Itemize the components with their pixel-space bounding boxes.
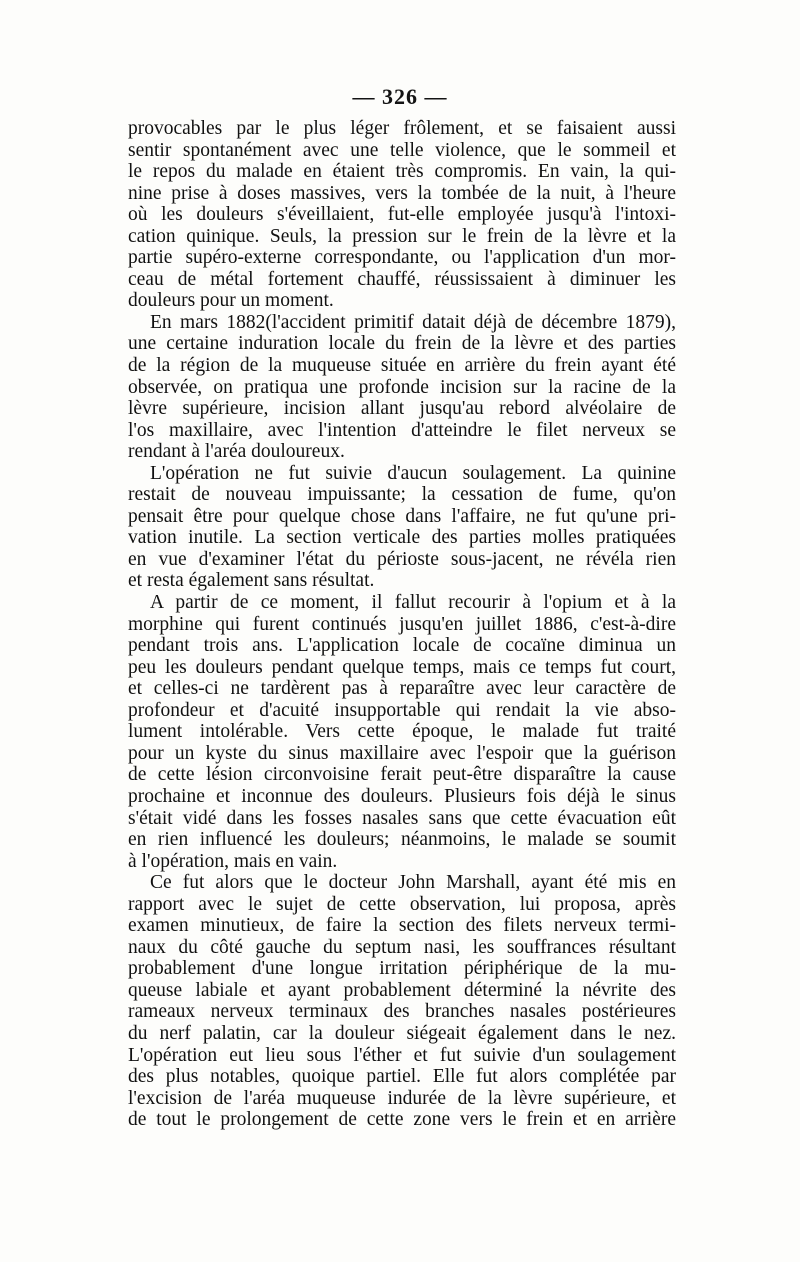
text-line: A partir de ce moment, il fallut recourir à l'opium et à la	[150, 592, 676, 614]
text-line: vation inutile. La section verticale des parties molles pratiquées	[128, 527, 676, 549]
text-line: en rien influencé les douleurs; néanmoins, le malade se soumit	[128, 829, 676, 851]
text-line: rameaux nerveux terminaux des branches nasales postérieures	[128, 1001, 676, 1023]
paragraph	[128, 118, 676, 312]
text-line: lèvre supérieure, incision allant jusqu'au rebord alvéolaire de	[128, 398, 676, 420]
text-line: pendant trois ans. L'application locale de cocaïne diminua un	[128, 635, 676, 657]
text-line: observée, on pratiqua une profonde incision sur la racine de la	[128, 376, 676, 398]
text-line: pour un kyste du sinus maxillaire avec l'espoir que la guérison	[128, 742, 676, 764]
text-line: ceau de métal fortement chauffé, réussissaient à diminuer les	[128, 268, 676, 290]
text-line: le repos du malade en étaient très compromis. En vain, la qui-	[128, 161, 676, 183]
text-line: L'opération ne fut suivie d'aucun soulagement. La quinine	[150, 462, 676, 484]
text-line: rapport avec le sujet de cette observation, lui proposa, après	[128, 893, 676, 915]
text-line: En mars 1882(l'accident primitif datait déjà de décembre 1879),	[150, 311, 676, 333]
text-line: où les douleurs s'éveillaient, fut-elle employée jusqu'à l'intoxi-	[128, 204, 676, 226]
text-line: du nerf palatin, car la douleur siégeait également dans le nez.	[128, 1022, 676, 1044]
paragraph	[128, 872, 676, 1131]
text-line: naux du côté gauche du septum nasi, les souffrances résultant	[128, 936, 676, 958]
text-line: de la région de la muqueuse située en arrière du frein ayant été	[128, 355, 676, 377]
text-line: pensait être pour quelque chose dans l'affaire, ne fut qu'une pri-	[128, 505, 676, 527]
text-line: et resta également sans résultat.	[128, 570, 375, 592]
text-line: l'excision de l'aréa muqueuse indurée de la lèvre supérieure, et	[128, 1087, 676, 1109]
text-line: douleurs pour un moment.	[128, 290, 334, 312]
text-line: L'opération eut lieu sous l'éther et fut suivie d'un soulagement	[128, 1044, 676, 1066]
text-line: rendant à l'aréa douloureux.	[128, 441, 345, 463]
text-line: partie supéro-externe correspondante, ou l'application d'un mor-	[128, 247, 676, 269]
text-line: morphine qui furent continués jusqu'en juillet 1886, c'est-à-dire	[128, 613, 676, 635]
body-text	[128, 118, 676, 1131]
text-line: queuse labiale et ayant probablement déterminé la névrite des	[128, 979, 676, 1001]
paragraph	[128, 592, 676, 872]
text-line: restait de nouveau impuissante; la cessation de fume, qu'on	[128, 484, 676, 506]
text-line: une certaine induration locale du frein de la lèvre et des parties	[128, 333, 676, 355]
text-line: en vue d'examiner l'état du périoste sous-jacent, ne révéla rien	[128, 548, 676, 570]
text-line: de cette lésion circonvoisine ferait peut-être disparaître la cause	[128, 764, 676, 786]
text-line: prochaine et inconnue des douleurs. Plusieurs fois déjà le sinus	[128, 785, 676, 807]
text-line: et celles-ci ne tardèrent pas à reparaître avec leur caractère de	[128, 678, 676, 700]
paragraph	[128, 463, 676, 592]
text-line: l'os maxillaire, avec l'intention d'atteindre le filet nerveux se	[128, 419, 676, 441]
text-line: de tout le prolongement de cette zone vers le frein et en arrière	[128, 1109, 676, 1131]
text-line: nine prise à doses massives, vers la tombée de la nuit, à l'heure	[128, 182, 676, 204]
text-line: s'était vidé dans les fosses nasales sans que cette évacuation eût	[128, 807, 676, 829]
text-line: peu les douleurs pendant quelque temps, mais ce temps fut court,	[128, 656, 676, 678]
text-line: des plus notables, quoique partiel. Elle fut alors complétée par	[128, 1066, 676, 1088]
text-line: à l'opération, mais en vain.	[128, 850, 338, 872]
text-line: cation quinique. Seuls, la pression sur le frein de la lèvre et la	[128, 225, 676, 247]
page-number: — 326 —	[352, 84, 448, 109]
text-line: Ce fut alors que le docteur John Marshall, ayant été mis en	[150, 872, 676, 894]
text-line: provocables par le plus léger frôlement, et se faisaient aussi	[128, 118, 676, 139]
paragraph	[128, 312, 676, 463]
text-line: profondeur et d'acuité insupportable qui rendait la vie abso-	[128, 699, 676, 721]
text-line: probablement d'une longue irritation périphérique de la mu-	[128, 958, 676, 980]
text-line: sentir spontanément avec une telle violence, que le sommeil et	[128, 139, 676, 161]
text-line: examen minutieux, de faire la section des filets nerveux termi-	[128, 915, 676, 937]
text-line: lument intolérable. Vers cette époque, le malade fut traité	[128, 721, 676, 743]
